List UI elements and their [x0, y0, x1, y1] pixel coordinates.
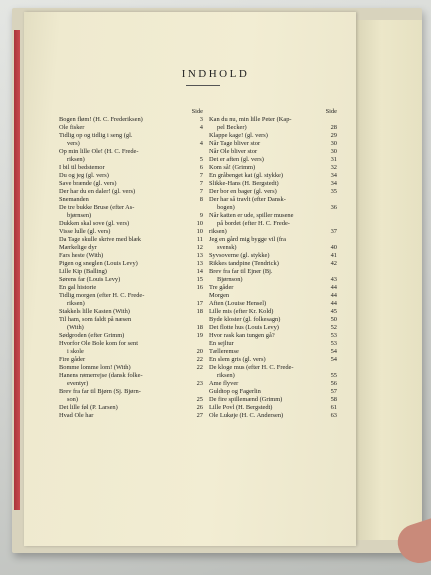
toc-page-number: 23: [196, 380, 203, 387]
toc-entry-title: Jeg en gård mig bygge vil (fra: [209, 236, 287, 243]
toc-entry: [209, 148, 337, 156]
toc-page-number: 13: [196, 252, 203, 259]
toc-page-number: 5: [199, 156, 203, 163]
toc-page-number: 27: [196, 412, 203, 419]
toc-entry: [209, 172, 337, 180]
toc-entry-title: Klappe kage! (gl. vers): [209, 132, 268, 139]
toc-entry: [209, 404, 337, 412]
toc-entry: [209, 228, 337, 236]
toc-entry-title: Brev fra far til Ejner (Bj.: [209, 268, 273, 275]
toc-entry: [59, 132, 203, 148]
toc-page-number: 8: [199, 196, 203, 203]
toc-entry: [59, 404, 203, 412]
toc-page-number: 34: [330, 172, 337, 179]
toc-page-number: 63: [330, 412, 337, 419]
toc-entry-title: Syvsoverne (gl. stykke): [209, 252, 270, 259]
toc-entry-title: Stakkels lille Kasten (With): [59, 308, 130, 315]
toc-entry: [59, 228, 203, 236]
toc-page-number: 34: [330, 180, 337, 187]
toc-entry: [209, 252, 337, 260]
toc-entry: [209, 260, 337, 268]
toc-entry: [209, 132, 337, 140]
toc-page-number: 31: [330, 156, 337, 163]
toc-entry: [209, 292, 337, 300]
toc-entry: [209, 196, 337, 212]
toc-entry-title: En gal historie: [59, 284, 97, 291]
toc-entry-title: Når Ole bliver stor: [209, 148, 258, 155]
toc-entry: [59, 164, 203, 172]
toc-page-number: 7: [199, 188, 203, 195]
toc-page-number: 7: [199, 172, 203, 179]
toc-page-number: 6: [199, 164, 203, 171]
toc-entry-title: Når katten er ude, spiller musene: [209, 212, 294, 219]
toc-entry: [59, 220, 203, 228]
toc-entry-continuation: riksen): [67, 300, 85, 307]
toc-page-number: 22: [196, 356, 203, 363]
toc-page-number: 25: [196, 396, 203, 403]
toc-entry-title: De fire spillemænd (Grimm): [209, 396, 283, 403]
side-header-right: Side: [325, 108, 337, 115]
toc-entry: [209, 140, 337, 148]
toc-page-number: 50: [330, 316, 337, 323]
toc-entry: [209, 332, 337, 340]
toc-page-number: 53: [330, 332, 337, 339]
toc-entry: [59, 268, 203, 276]
toc-entry: [59, 148, 203, 164]
toc-entry-title: Sørens far (Louis Levy): [59, 276, 121, 283]
toc-entry-continuation: eventyr): [67, 380, 89, 387]
toc-entry-title: Der har du en daler! (gl. vers): [59, 188, 136, 195]
toc-page-number: 9: [199, 212, 203, 219]
toc-entry-title: Kom så! (Grimm): [209, 164, 256, 171]
toc-entry-title: En gråbenget kat (gl. stykke): [209, 172, 284, 179]
toc-entry: [209, 412, 337, 420]
toc-page-number: 10: [196, 228, 203, 235]
toc-left-column: [59, 108, 203, 420]
toc-page-number: 41: [330, 252, 337, 259]
toc-entry-continuation: i skole: [67, 348, 84, 355]
toc-entry-title: Tre gåder: [209, 284, 234, 291]
toc-entry-continuation: riksen): [217, 372, 235, 379]
toc-entry-title: Til ham, som faldt på næsen: [59, 316, 132, 323]
toc-entry-title: Pigen og sneglen (Louis Levy): [59, 260, 138, 267]
toc-entry-title: Da Tage skulle skrive med blæk: [59, 236, 141, 243]
toc-entry: [209, 284, 337, 292]
toc-entry: [209, 212, 337, 228]
toc-entry: [209, 388, 337, 396]
toc-entry-title: De kloge mus (efter H. C. Frede-: [209, 364, 294, 371]
toc-page-number: 4: [199, 140, 203, 147]
toc-page-number: 22: [196, 364, 203, 371]
page-title: INDHOLD: [181, 68, 250, 80]
toc-entry: [59, 180, 203, 188]
toc-page-number: 54: [330, 356, 337, 363]
toc-entry-title: Op min lille Ole! (H. C. Frede-: [59, 148, 139, 155]
toc-entry-continuation: svensk): [217, 244, 237, 251]
toc-page-number: 30: [330, 148, 337, 155]
facing-page: [354, 20, 422, 540]
toc-page-number: 10: [196, 220, 203, 227]
toc-entry-title: Save brænde (gl. vers): [59, 180, 117, 187]
title-divider: [186, 85, 220, 86]
toc-entry-continuation: på bordet (efter H. C. Frede-: [217, 220, 290, 227]
toc-page-number: 40: [330, 244, 337, 251]
toc-entry: [209, 236, 337, 252]
toc-entry-title: Når Tage bliver stor: [209, 140, 261, 147]
toc-entry: [209, 180, 337, 188]
toc-entry: [209, 340, 337, 348]
toc-entry-title: Fars heste (With): [59, 252, 104, 259]
toc-entry-title: Hvad Ole har: [59, 412, 94, 419]
toc-page-number: 44: [330, 292, 337, 299]
toc-entry-title: Lille Povl (H. Bergstedt): [209, 404, 273, 411]
toc-entry-title: Lille Kip (Balling): [59, 268, 107, 275]
toc-entry: [209, 364, 337, 380]
toc-page-number: 18: [196, 324, 203, 331]
toc-page-number: 30: [330, 140, 337, 147]
toc-page-number: 7: [199, 180, 203, 187]
toc-entry: [209, 164, 337, 172]
toc-entry: [209, 348, 337, 356]
toc-entry-title: Lille mis (efter Kr. Kold): [209, 308, 274, 315]
toc-page-number: 58: [330, 396, 337, 403]
toc-entry: [209, 156, 337, 164]
toc-page-number: 29: [330, 132, 337, 139]
toc-entry-title: Det er aften (gl. vers): [209, 156, 264, 163]
toc-entry-title: Guldtop og Fagerlin: [209, 388, 261, 395]
toc-page-number: 13: [196, 260, 203, 267]
toc-page-number: 36: [330, 204, 337, 211]
toc-entry: [59, 260, 203, 268]
toc-page-number: 14: [196, 268, 203, 275]
toc-page-number: 37: [330, 228, 337, 235]
toc-entry-title: Aften (Louise Hensel): [209, 300, 267, 307]
toc-entry: [59, 244, 203, 252]
toc-entry-title: Kan du nu, min lille Peter (Kap-: [209, 116, 292, 123]
toc-page-number: 12: [196, 244, 203, 251]
toc-entry-continuation: son): [67, 396, 79, 403]
toc-page-number: 26: [196, 404, 203, 411]
toc-right-column: [209, 108, 337, 420]
toc-entry: [59, 316, 203, 332]
toc-page-number: 55: [330, 372, 337, 379]
toc-entry-title: Mærkelige dyr: [59, 244, 97, 251]
toc-entry-title: riksen): [209, 228, 227, 235]
toc-entry: [59, 356, 203, 364]
toc-page-number: 16: [196, 284, 203, 291]
toc-entry-title: I bil til bedstemor: [59, 164, 105, 171]
toc-entry: [59, 388, 203, 404]
toc-entry-title: Der har så travlt (efter Dansk-: [209, 196, 286, 203]
toc-entry-continuation: bogen): [217, 204, 235, 211]
toc-page-number: 20: [196, 348, 203, 355]
toc-entry-title: Morgen: [209, 292, 230, 299]
toc-entry: [209, 300, 337, 308]
toc-entry: [209, 308, 337, 316]
toc-entry: [59, 116, 203, 124]
toc-entry-title: Du og jeg (gl. vers): [59, 172, 109, 179]
toc-entry: [59, 292, 203, 308]
toc-page-number: 32: [330, 164, 337, 171]
toc-entry: [59, 284, 203, 292]
toc-entry-continuation: (With): [67, 324, 84, 331]
toc-entry-title: Rikkes tandpine (Tendrick): [209, 260, 279, 267]
toc-entry: [59, 340, 203, 356]
toc-page-number: 52: [330, 324, 337, 331]
toc-entry: [59, 172, 203, 180]
toc-entry: [59, 236, 203, 244]
toc-page-number: 3: [199, 116, 203, 123]
toc-entry: [209, 268, 337, 284]
toc-entry-title: Sødgroden (efter Grimm): [59, 332, 125, 339]
toc-page-number: 19: [196, 332, 203, 339]
toc-page-number: 35: [330, 188, 337, 195]
toc-page-number: 43: [330, 276, 337, 283]
side-header-left: Side: [191, 108, 203, 115]
toc-page-number: 44: [330, 284, 337, 291]
toc-entry: [59, 252, 203, 260]
toc-page-number: 4: [199, 124, 203, 131]
toc-entry-title: En sejltur: [209, 340, 234, 347]
toc-page-number: 57: [330, 388, 337, 395]
toc-entry-title: Hvorfor Ole Bole kom for sent: [59, 340, 138, 347]
toc-entry-continuation: bjørnsen): [67, 212, 92, 219]
toc-entry: [209, 316, 337, 324]
toc-entry-title: Tælleremse: [209, 348, 239, 355]
toc-entry: [209, 324, 337, 332]
toc-right-list: [209, 116, 337, 420]
toc-entry-title: Det flotte hus (Louis Levy): [209, 324, 279, 331]
toc-entry-title: Ame flyver: [209, 380, 239, 387]
toc-entry-title: Hanens rømerrejse (dansk folke-: [59, 372, 143, 379]
toc-entry-title: Brev fra far til Bjørn (Sj. Bjørn-: [59, 388, 141, 395]
toc-entry-title: Tidlig morgen (efter H. C. Frede-: [59, 292, 145, 299]
toc-entry-title: Fire gåder: [59, 356, 86, 363]
toc-entry-title: Bogen fløm! (H. C. Frederiksen): [59, 116, 143, 123]
toc-entry: [59, 204, 203, 220]
toc-entry: [59, 332, 203, 340]
toc-page-number: 53: [330, 340, 337, 347]
toc-page-number: 42: [330, 260, 337, 267]
toc-page-number: 18: [196, 308, 203, 315]
toc-entry: [209, 188, 337, 196]
toc-entry-title: Det lille føl (P. Larsen): [59, 404, 118, 411]
toc-page-number: 45: [330, 308, 337, 315]
toc-entry-title: De tre bukke Bruse (efter As-: [59, 204, 135, 211]
toc-entry-continuation: Bjørnson): [217, 276, 243, 283]
toc-page-number: 56: [330, 380, 337, 387]
toc-entry-title: Tidlig op og tidlig i seng (gl.: [59, 132, 133, 139]
toc-entry: [59, 188, 203, 196]
toc-entry-title: Hvor rask kan tungen gå?: [209, 332, 275, 339]
toc-page-number: 15: [196, 276, 203, 283]
toc-entry-title: Dukken skal sove (gl. vers): [59, 220, 130, 227]
toc-entry-title: Slikke-Hans (H. Bergstedt): [209, 180, 279, 187]
toc-page-number: 44: [330, 300, 337, 307]
toc-entry-title: Snemanden: [59, 196, 89, 203]
toc-entry: [59, 308, 203, 316]
toc-page-number: 54: [330, 348, 337, 355]
toc-page-number: 28: [330, 124, 337, 131]
toc-entry-title: Ole Lukøje (H. C. Andersen): [209, 412, 284, 419]
toc-left-list: [59, 116, 203, 420]
toc-entry: [59, 276, 203, 284]
toc-entry: [209, 356, 337, 364]
toc-entry-title: Visse lulle (gl. vers): [59, 228, 111, 235]
toc-entry: [209, 380, 337, 388]
toc-page-number: 11: [196, 236, 203, 243]
toc-entry: [209, 116, 337, 132]
toc-entry-title: Byde kloster (gl. folkesagn): [209, 316, 281, 323]
toc-page-number: 61: [330, 404, 337, 411]
toc-entry-continuation: pel Becker): [217, 124, 247, 131]
toc-entry-title: Bomme lomme lom! (With): [59, 364, 131, 371]
toc-page-number: 17: [196, 300, 203, 307]
toc-entry-title: Ole fisker: [59, 124, 85, 131]
toc-entry: [59, 196, 203, 204]
toc-entry: [59, 364, 203, 372]
toc-entry: [59, 124, 203, 132]
toc-entry-continuation: riksen): [67, 156, 85, 163]
toc-entry: [209, 396, 337, 404]
toc-entry-title: En slem gris (gl. vers): [209, 356, 266, 363]
toc-entry-title: Der bor en bager (gl. vers): [209, 188, 277, 195]
toc-entry-continuation: vers): [67, 140, 80, 147]
red-spine-edge: [14, 30, 20, 510]
toc-entry: [59, 412, 203, 420]
toc-entry: [59, 372, 203, 388]
